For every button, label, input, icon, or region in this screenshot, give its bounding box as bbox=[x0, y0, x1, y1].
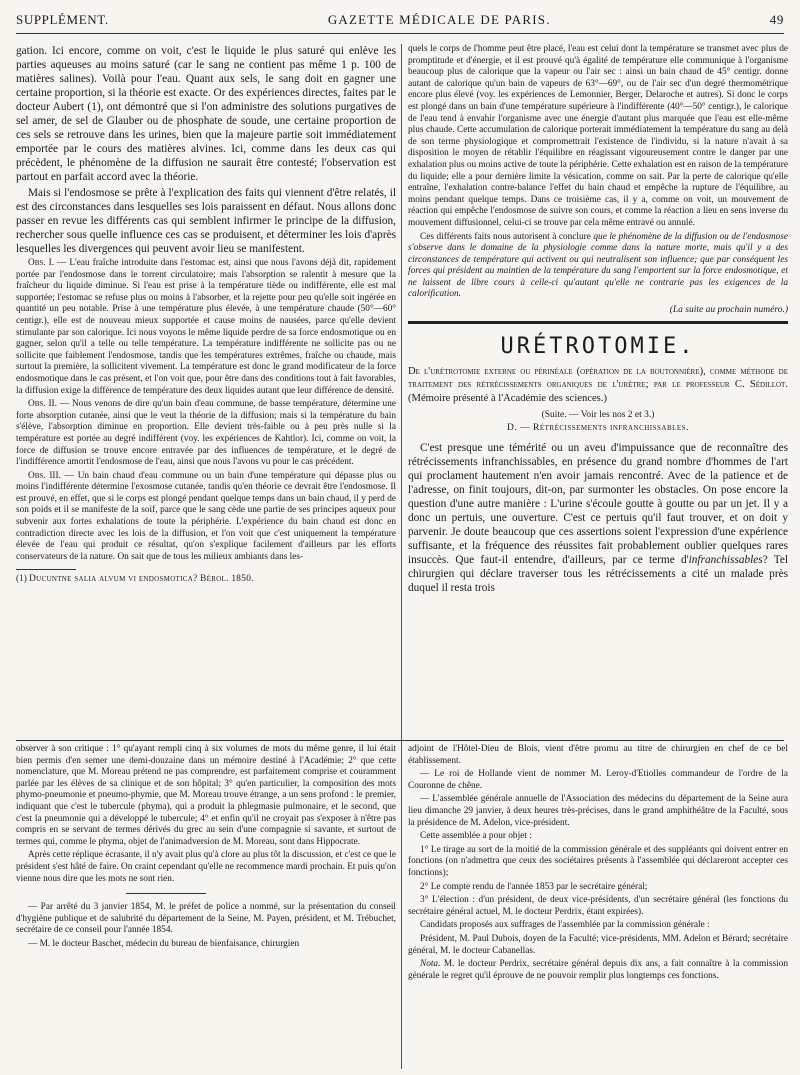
paragraph: quels le corps de l'homme peut être placé, l'eau est celui dont la température se transmet avec plus de promptitude et d'énergie, et il est prouvé qu'à égalité de température elle communique à l'organisme beaucoup plus de calorique que la vapeur ou l'air sec : ainsi un bain chaud de 45° centigr. donne autant de calorique qu'un bain de vapeurs de 63°—69°, ou de l'air sec d'un degré thermométrique encore plus élevé (voy. les expériences de Lemonnier, Berger, Delaroche et autres). Si donc le corps est plongé dans un bain d'une température supérieure à l'indifférente (40°—50° centigr.), le calorique de l'eau tend à envahir l'organisme avec une énergie d'autant plus marquée que l'eau est elle-même plus chaude. Cette accumulation de calorique porterait immédiatement la température du sang au delà de son terme physiologique et compromettrait l'existence de l'individu, si la nature n'avait à sa disposition le moyen de rétablir l'équilibre en réagissant vigoureusement contre le danger par une exhalation plus ou moins active de toute la périphérie. Cette exhalation est en raison de la température du liquide; elle a pour dernière limite la vésication, comme on sait. Par la perte de calorique qu'elle entraîne, l'exhalation contre-balance l'effet du bain chaud et empêche la rupture de l'équilibre, au moins pendant quelque temps. Dans ce troisième cas, il y a, comme on voit, un mouvement de réaction qui empêche l'endosmose de suivre son cours, et comme la réaction a lieu en sens inverse du mouvement diffusionnel, celui-ci se trouve par cela même entravé ou annulé. bbox=[408, 44, 788, 228]
right-column-bottom bbox=[408, 744, 788, 1069]
conclusion-lead: Ces différents faits nous autorisent à conclure bbox=[420, 231, 594, 242]
paragraph bbox=[408, 441, 788, 595]
paragraph: gation. Ici encore, comme on voit, c'est le liquide le plus saturé qui enlève les parties aqueuses au moins saturé (car le sang ne contient pas même 1 p. 100 de matières salines). Voilà pour l'eau. Quant aux sels, le sang doit en gagner une certaine proportion, si la théorie est exacte. Or des expériences directes, faites par le docteur Aubert (1), ont démontré que si l'on administre des solutions purgatives de sel amer, de sel de Glauber ou de phosphate de soude, une certaine proportion de ces sels se retrouve dans les urines, bien que la majeure partie soit immédiatement emportée par le cours des matières alvines. Ici, comme dans les deux cas qui précèdent, le phénomène de la diffusion ne saurait être contesté; l'observation est partout en parfait accord avec la théorie. bbox=[16, 45, 396, 183]
news-item: — M. le docteur Baschet, médecin du bureau de bienfaisance, chirurgien bbox=[28, 938, 300, 949]
nota bbox=[408, 959, 788, 982]
page-number: 49 bbox=[769, 12, 784, 27]
series-note: (Suite. — Voir les nos 2 et 3.) bbox=[541, 410, 655, 421]
nota-label: Nota. bbox=[420, 959, 441, 970]
subsection-heading: D. — Rétrécissements infranchissables. bbox=[507, 423, 689, 434]
paragraph: observer à son critique : 1° qu'ayant rempli cinq à six volumes de mots du même genre, il lui était bien permis d'en semer une demi-douzaine dans un mémoire destiné à l'Académie; 2° que cette nomenclature, que M. Moreau prétend ne pas comprendre, est parfaitement comprise et couramment parlée par les élèves de sa clinique et de son hôpital; 3° qu'en particulier, la composition des mots phymo-pneumonie et pneumo-phymie, que M. Moreau trouve étrange, a un sens profond : le premier, indiquant que c'est le tubercule (phyma), qui a produit la phlegmasie pulmonaire, et le second, que c'est la pneumonie qui a développé le tubercule; 4° et enfin qu'il ne croyait pas s'exposer à n'être pas compris en se servant de termes dérivés du grec au sein d'une compagnie si savante, et surtout de termes qui, comme le phyma, objet de l'animadversion de M. Moreau, sont dans Hippocrate. bbox=[16, 744, 396, 847]
news-item: — Le roi de Hollande vient de nommer M. Leroy-d'Etiolles commandeur de l'ordre de la Couronne de chêne. bbox=[408, 769, 788, 791]
article-heading-title: De l'urétrotomie externe ou périnéale (opération de la boutonnière), comme méthode de traitement des rétrécissements organiques de l'urètre; par le professeur bbox=[408, 366, 788, 391]
agenda-item: 3° L'élection : d'un président, de deux vice-présidents, d'un secrétaire général (les fonctions du secrétaire général actuel, M. le docteur Perdrix, étant expirées). bbox=[408, 895, 788, 917]
observation-1 bbox=[16, 258, 396, 397]
news-rule bbox=[126, 893, 206, 894]
left-column-bottom bbox=[16, 744, 396, 1069]
agenda-item: 1° Le tirage au sort de la moitié de la commission générale et des suppléants qui doivent entrer en fonctions (on n'admettra que ceux des sociétaires présents à l'assemblée qui déclareront accepter ces fonctions); bbox=[408, 844, 788, 878]
observation-label: Obs. I. bbox=[28, 258, 55, 268]
article-author: C. Sédillot bbox=[734, 379, 786, 391]
section-divider-rule bbox=[16, 740, 784, 741]
paragraph: Après cette réplique écrasante, il n'y avait plus qu'à clore au plus tôt la discussion, et c'est ce que le président s'est hâté de faire. On craint cependant qu'elle ne recommence mardi prochain. Et puis qu'on vienne nous dire que les mots ne sont rien. bbox=[16, 850, 396, 884]
article-heading-note: . (Mémoire présenté à l'Académie des sciences.) bbox=[408, 379, 788, 404]
news-item: — Par arrêté du 3 janvier 1854, M. le préfet de police a nommé, sur la présentation du conseil d'hygiène publique et de salubrité du département de la Seine, M. Payen, président, et M. Trébuchet, secrétaire de ce conseil pour l'année 1854. bbox=[16, 902, 396, 936]
footnote-mark: (1) bbox=[16, 574, 27, 585]
observation-3 bbox=[16, 471, 396, 564]
conclusion-paragraph bbox=[408, 232, 788, 302]
paragraph: Mais si l'endosmose se prête à l'explication des faits qui viennent d'être relatés, il est des circonstances dans lesquelles ses lois paraissent en défaut. Nous allons donc passer en revue les différents cas qui semblent infirmer le principe de la diffusion, rechercher sous quelle influence ces cas se produisent, et déterminer les lois d'après lesquelles les divergences qui peuvent avoir lieu se manifestent. bbox=[16, 187, 396, 255]
news-item: — L'assemblée générale annuelle de l'Association des médecins du département de la Seine aura lieu dimanche 29 janvier, à deux heures très-précises, dans le grand amphithéâtre de la Faculté, sous la présidence de M. Adelon, vice-président. bbox=[408, 794, 788, 828]
observation-2 bbox=[16, 399, 396, 469]
candidates-list: Président, M. Paul Dubois, doyen de la Faculté; vice-présidents, MM. Adelon et Bérard; secrétaire général, M. le docteur Cabanellas. bbox=[408, 933, 788, 956]
header-supplement: SUPPLÉMENT. bbox=[16, 12, 109, 27]
conclusion-italic: que le phénomène de la diffusion ou de l'endosmose s'observe dans le domaine de la physiologie comme dans la nature morte, mais qu'il y a des circonstances de température qui activent ou qui neutralisent son influence; que par conséquent les forces qui président au maintien de la température du sang l'emportent sur la force endosmotique, et ne laissent de libre cours à celle-ci qu'autant qu'elle ne contrarie pas les exigences de la calorification. bbox=[408, 231, 788, 300]
candidates-intro: Candidats proposés aux suffrages de l'assemblée par la commission générale : bbox=[420, 920, 710, 931]
article-heading bbox=[408, 365, 788, 405]
column-rule bbox=[401, 44, 402, 1069]
italic-term: infranchissables bbox=[688, 554, 763, 567]
agenda-intro: Cette assemblée a pour objet : bbox=[420, 831, 532, 842]
right-column-top bbox=[408, 44, 788, 739]
footnote-rule bbox=[16, 569, 76, 570]
observation-text: — Nous venons de dire qu'un bain d'eau commune, de basse température, détermine une forte absorption cutanée, ainsi que le veut la théorie de la diffusion; mais si la température du bain s'élève, l'absorption diminue en proportion. Elle devient très-faible ou à peu près nulle si la température est portée au degré indifférent (voy. les expériences de Kahtlor). Ici, comme on voit, la force de diffusion se trouve encore entravée par des influences de température, et le degré de l'indifférence amortit l'endosmose de l'eau, ainsi que nous l'avons vu pour le cas précédent. bbox=[16, 399, 396, 468]
continued-note: (La suite au prochain numéro.) bbox=[669, 305, 788, 316]
observation-text: — Un bain chaud d'eau commune ou un bain d'une température qui dépasse plus ou moins l'indifférente détermine l'exosmose cutanée, tandis qu'en théorie ce devrait être l'endosmose. Il est prouvé, en effet, que si le corps est plongé pendant quelque temps dans un bain chaud, il y perd de son poids et il se manifeste de la soif, parce que le sang cède une partie de ses principes aqueux pour subvenir aux fortes exhalations de toute la périphérie. L'expérience du bain chaud est donc en contradiction directe avec les lois de la diffusion, et l'on voit que c'est uniquement la température élevée de l'eau qui produit ce résultat, qu'on s'explique facilement d'ailleurs par les efforts conservateurs de la nature. On sait que de tous les milieux ambiants dans les- bbox=[16, 470, 396, 562]
observation-text: — L'eau fraîche introduite dans l'estomac est, ainsi que nous l'avons déjà dit, rapidement portée par l'endosmose dans le torrent circulatoire; mais l'absorption se ralentit à mesure que la fraîcheur du liquide diminue. Si l'eau est prise à la température tiède ou indifférente, elle est mal supportée; l'estomac se refuse plus ou moins à l'absorber, et la rejette pour peu qu'elle soit ingérée en quantité un peu notable. Prise à une température plus élevée, à une température chaude (50°—60° centigr.), elle est de nouveau mieux supportée et cause moins de nausées, parce qu'elle devient stimulante par son calorique. Ici nous voyons le même liquide perdre de sa force endosmotique ou en gagner, selon qu'il a telle ou telle température. La température indifférente ne sollicite pas ou ne sollicite que faiblement l'endosmose, tandis que les températures extrêmes, fraîche ou chaude, mais surtout la première, la sollicitent vivement. La température est donc le grand modificateur de la force endosmotique dans le cas présent, et l'on voit que, pour être dans des conditions tout à fait favorables, la diffusion exige la différence de température des deux liquides autant que leur différence de densité. bbox=[16, 258, 396, 396]
section-title: URÉTROTOMIE. bbox=[500, 334, 696, 360]
section-rule bbox=[408, 321, 788, 324]
observation-label: Obs. III. bbox=[28, 470, 61, 481]
running-header bbox=[16, 12, 784, 34]
header-title: GAZETTE MÉDICALE DE PARIS. bbox=[327, 12, 551, 27]
left-column-top bbox=[16, 44, 396, 739]
paragraph-text-end: ? Tel chirurgien qui déclare traverser tous les rétrécissements a cité un malade près duquel il resta trois bbox=[408, 554, 788, 595]
footnote bbox=[16, 574, 396, 586]
paragraph-text: C'est presque une témérité ou un aveu d'impuissance que de reconnaître des rétrécissements infranchissables, en présence du grand nombre d'hommes de l'art qui proclament hautement n'en avoir jamais rencontré. Avec de la patience et de l'adresse, on finit toujours, dit-on, par surmonter les obstacles. On pose encore la question d'une autre manière : L'urine s'écoule goutte à goutte ou par un jet. Il y a donc un pertuis, une ouverture. C'est ce pertuis qu'il faut trouver, et on doit y parvenir. Je doute beaucoup que ces assertions soient l'expression d'une expérience suffisante, et la fréquence des réussites fait probablement oublier quelques rares insuccès. Que faut-il entendre, d'ailleurs, par ce terme d' bbox=[408, 442, 788, 567]
agenda-item: 2° Le compte rendu de l'année 1853 par le secrétaire général; bbox=[420, 881, 648, 892]
nota-text: M. le docteur Perdrix, secrétaire général depuis dix ans, a fait connaître à la commission générale le regret qu'il éprouve de ne pouvoir remplir plus longtemps ces fonctions. bbox=[408, 959, 788, 981]
observation-label: Obs. II. bbox=[28, 399, 57, 410]
footnote-text: Ducuntne salia alvum vi endosmotica? Bérol. 1850. bbox=[29, 574, 254, 585]
news-item: adjoint de l'Hôtel-Dieu de Blois, vient d'être promu au titre de chirurgien en chef de ce bel établissement. bbox=[408, 744, 788, 766]
